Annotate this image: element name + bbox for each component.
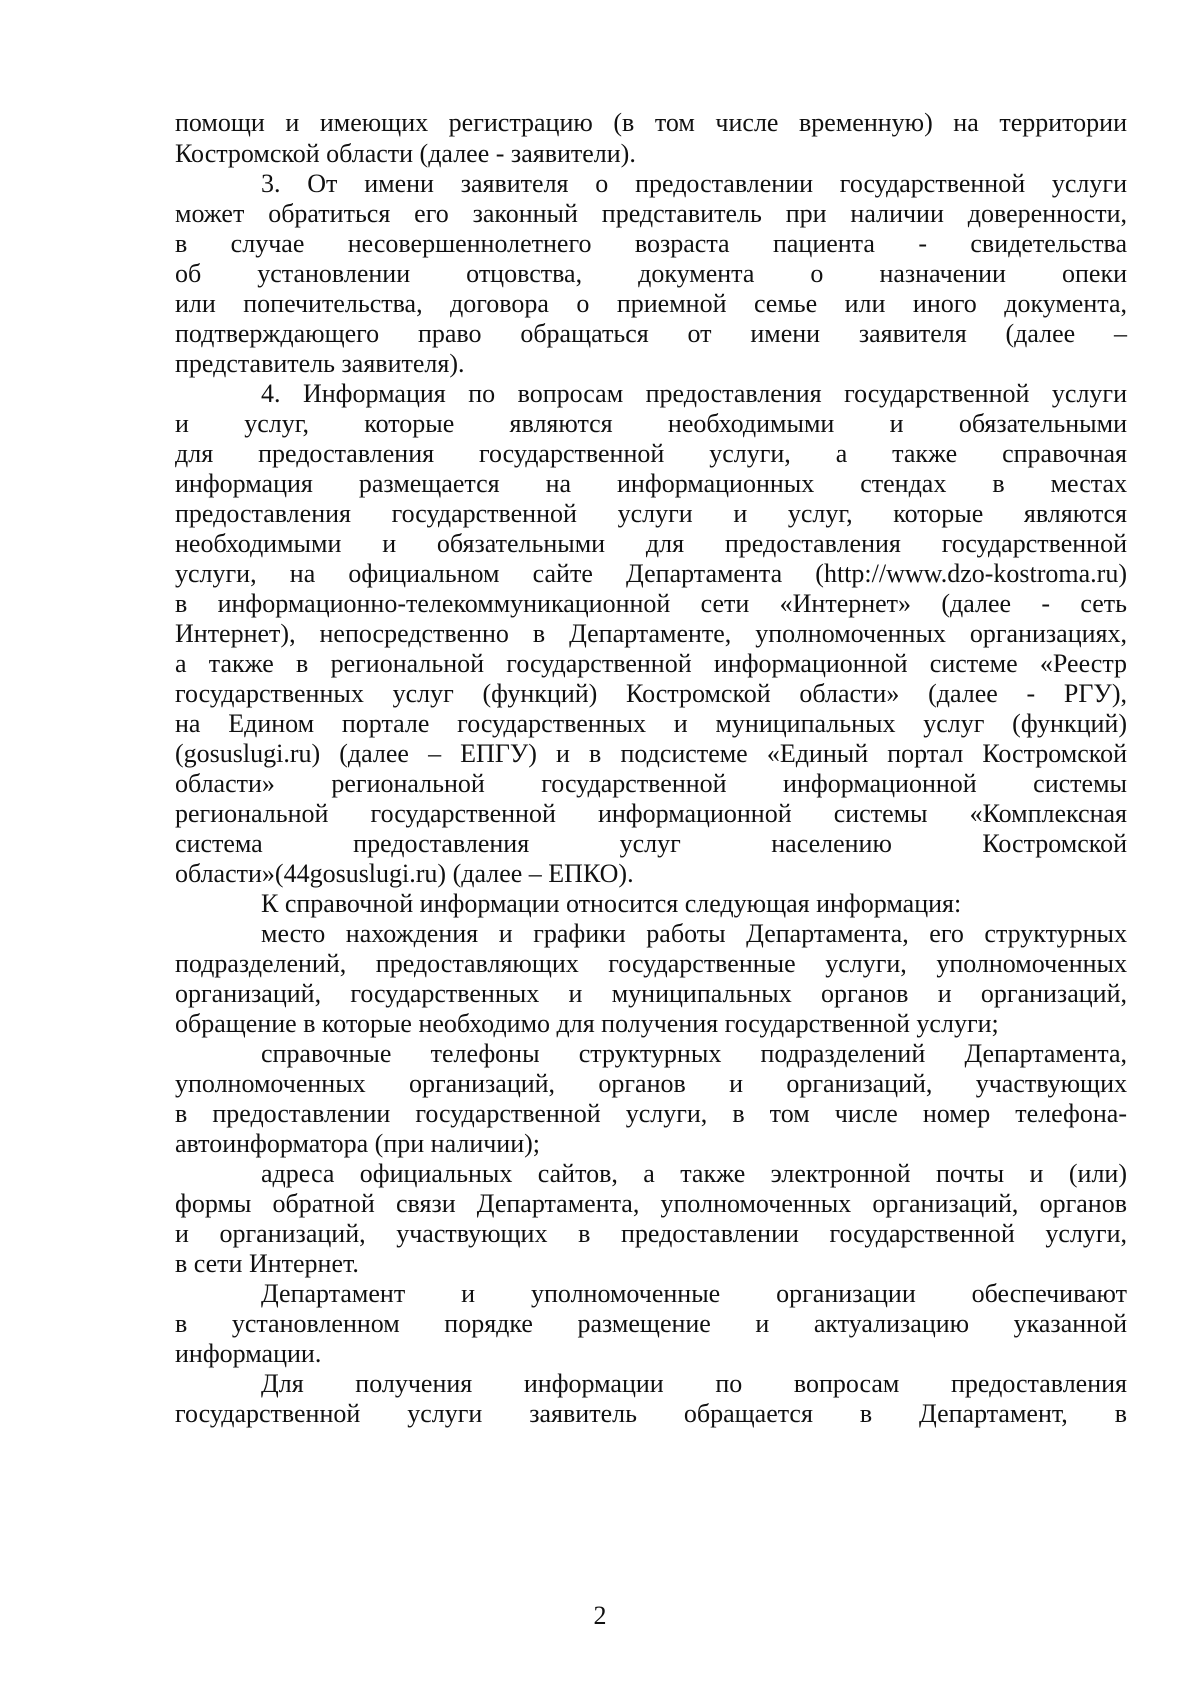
text-line: на Едином портале государственных и муниципальных услуг (функций) (175, 709, 1127, 738)
text-line: информации. (175, 1339, 322, 1368)
text-line: и услуг, которые являются необходимыми и обязательными (175, 409, 1127, 438)
text-line: 4. Информация по вопросам предоставления государственной услуги (261, 379, 1127, 408)
text-line: (gosuslugi.ru) (далее – ЕПГУ) и в подсистеме «Единый портал Костромской (175, 739, 1127, 768)
text-line: подразделений, предоставляющих государственные услуги, уполномоченных (175, 949, 1127, 978)
text-line: в предоставлении государственной услуги, в том числе номер телефона- (175, 1099, 1127, 1128)
text-line: 3. От имени заявителя о предоставлении государственной услуги (261, 169, 1127, 198)
text-line: обращение в которые необходимо для получения государственной услуги; (175, 1009, 999, 1038)
text-line: Департамент и уполномоченные организации обеспечивают (261, 1279, 1127, 1308)
text-line: области» региональной государственной информационной системы (175, 769, 1127, 798)
text-line: и организаций, участвующих в предоставлении государственной услуги, (175, 1219, 1127, 1248)
text-line: помощи и имеющих регистрацию (в том числе временную) на территории (175, 108, 1127, 137)
text-line: государственной услуги заявитель обращается в Департамент, в (175, 1399, 1127, 1428)
text-line: К справочной информации относится следующая информация: (261, 889, 962, 918)
text-line: Интернет), непосредственно в Департаменте, уполномоченных организациях, (175, 619, 1127, 648)
text-line: подтверждающего право обращаться от имени заявителя (далее – (175, 319, 1127, 348)
text-line: справочные телефоны структурных подразделений Департамента, (261, 1039, 1127, 1068)
text-line: в сети Интернет. (175, 1249, 359, 1278)
text-line: предоставления государственной услуги и услуг, которые являются (175, 499, 1127, 528)
text-line: а также в региональной государственной информационной системе «Реестр (175, 649, 1127, 678)
text-line: для предоставления государственной услуги, а также справочная (175, 439, 1127, 468)
text-line: услуги, на официальном сайте Департамента (http://www.dzo-kostroma.ru) (175, 559, 1127, 588)
text-line: организаций, государственных и муниципальных органов и организаций, (175, 979, 1127, 1008)
text-line: об установлении отцовства, документа о назначении опеки (175, 259, 1127, 288)
text-line: в установленном порядке размещение и актуализацию указанной (175, 1309, 1127, 1338)
text-line: автоинформатора (при наличии); (175, 1129, 541, 1158)
page-number: 2 (593, 1601, 607, 1630)
text-line: место нахождения и графики работы Департамента, его структурных (261, 919, 1127, 948)
text-line: государственных услуг (функций) Костромской области» (далее - РГУ), (175, 679, 1127, 708)
text-line: адреса официальных сайтов, а также электронной почты и (или) (261, 1159, 1127, 1188)
text-line: в случае несовершеннолетнего возраста пациента - свидетельства (175, 229, 1127, 258)
text-line: информация размещается на информационных стендах в местах (175, 469, 1127, 498)
text-line: формы обратной связи Департамента, уполномоченных организаций, органов (175, 1189, 1127, 1218)
text-line: система предоставления услуг населению Костромской (175, 829, 1127, 858)
text-line: области»(44gosuslugi.ru) (далее – ЕПКО). (175, 859, 634, 888)
text-line: региональной государственной информационной системы «Комплексная (175, 799, 1127, 828)
text-line: уполномоченных организаций, органов и организаций, участвующих (175, 1069, 1127, 1098)
text-line: в информационно-телекоммуникационной сети «Интернет» (далее - сеть (175, 589, 1127, 618)
text-line: может обратиться его законный представитель при наличии доверенности, (175, 199, 1127, 228)
text-line: Костромской области (далее - заявители). (175, 139, 636, 168)
text-line: или попечительства, договора о приемной семье или иного документа, (175, 289, 1127, 318)
text-line: представитель заявителя). (175, 349, 465, 378)
text-line: Для получения информации по вопросам предоставления (261, 1369, 1127, 1398)
text-line: необходимыми и обязательными для предоставления государственной (175, 529, 1127, 558)
